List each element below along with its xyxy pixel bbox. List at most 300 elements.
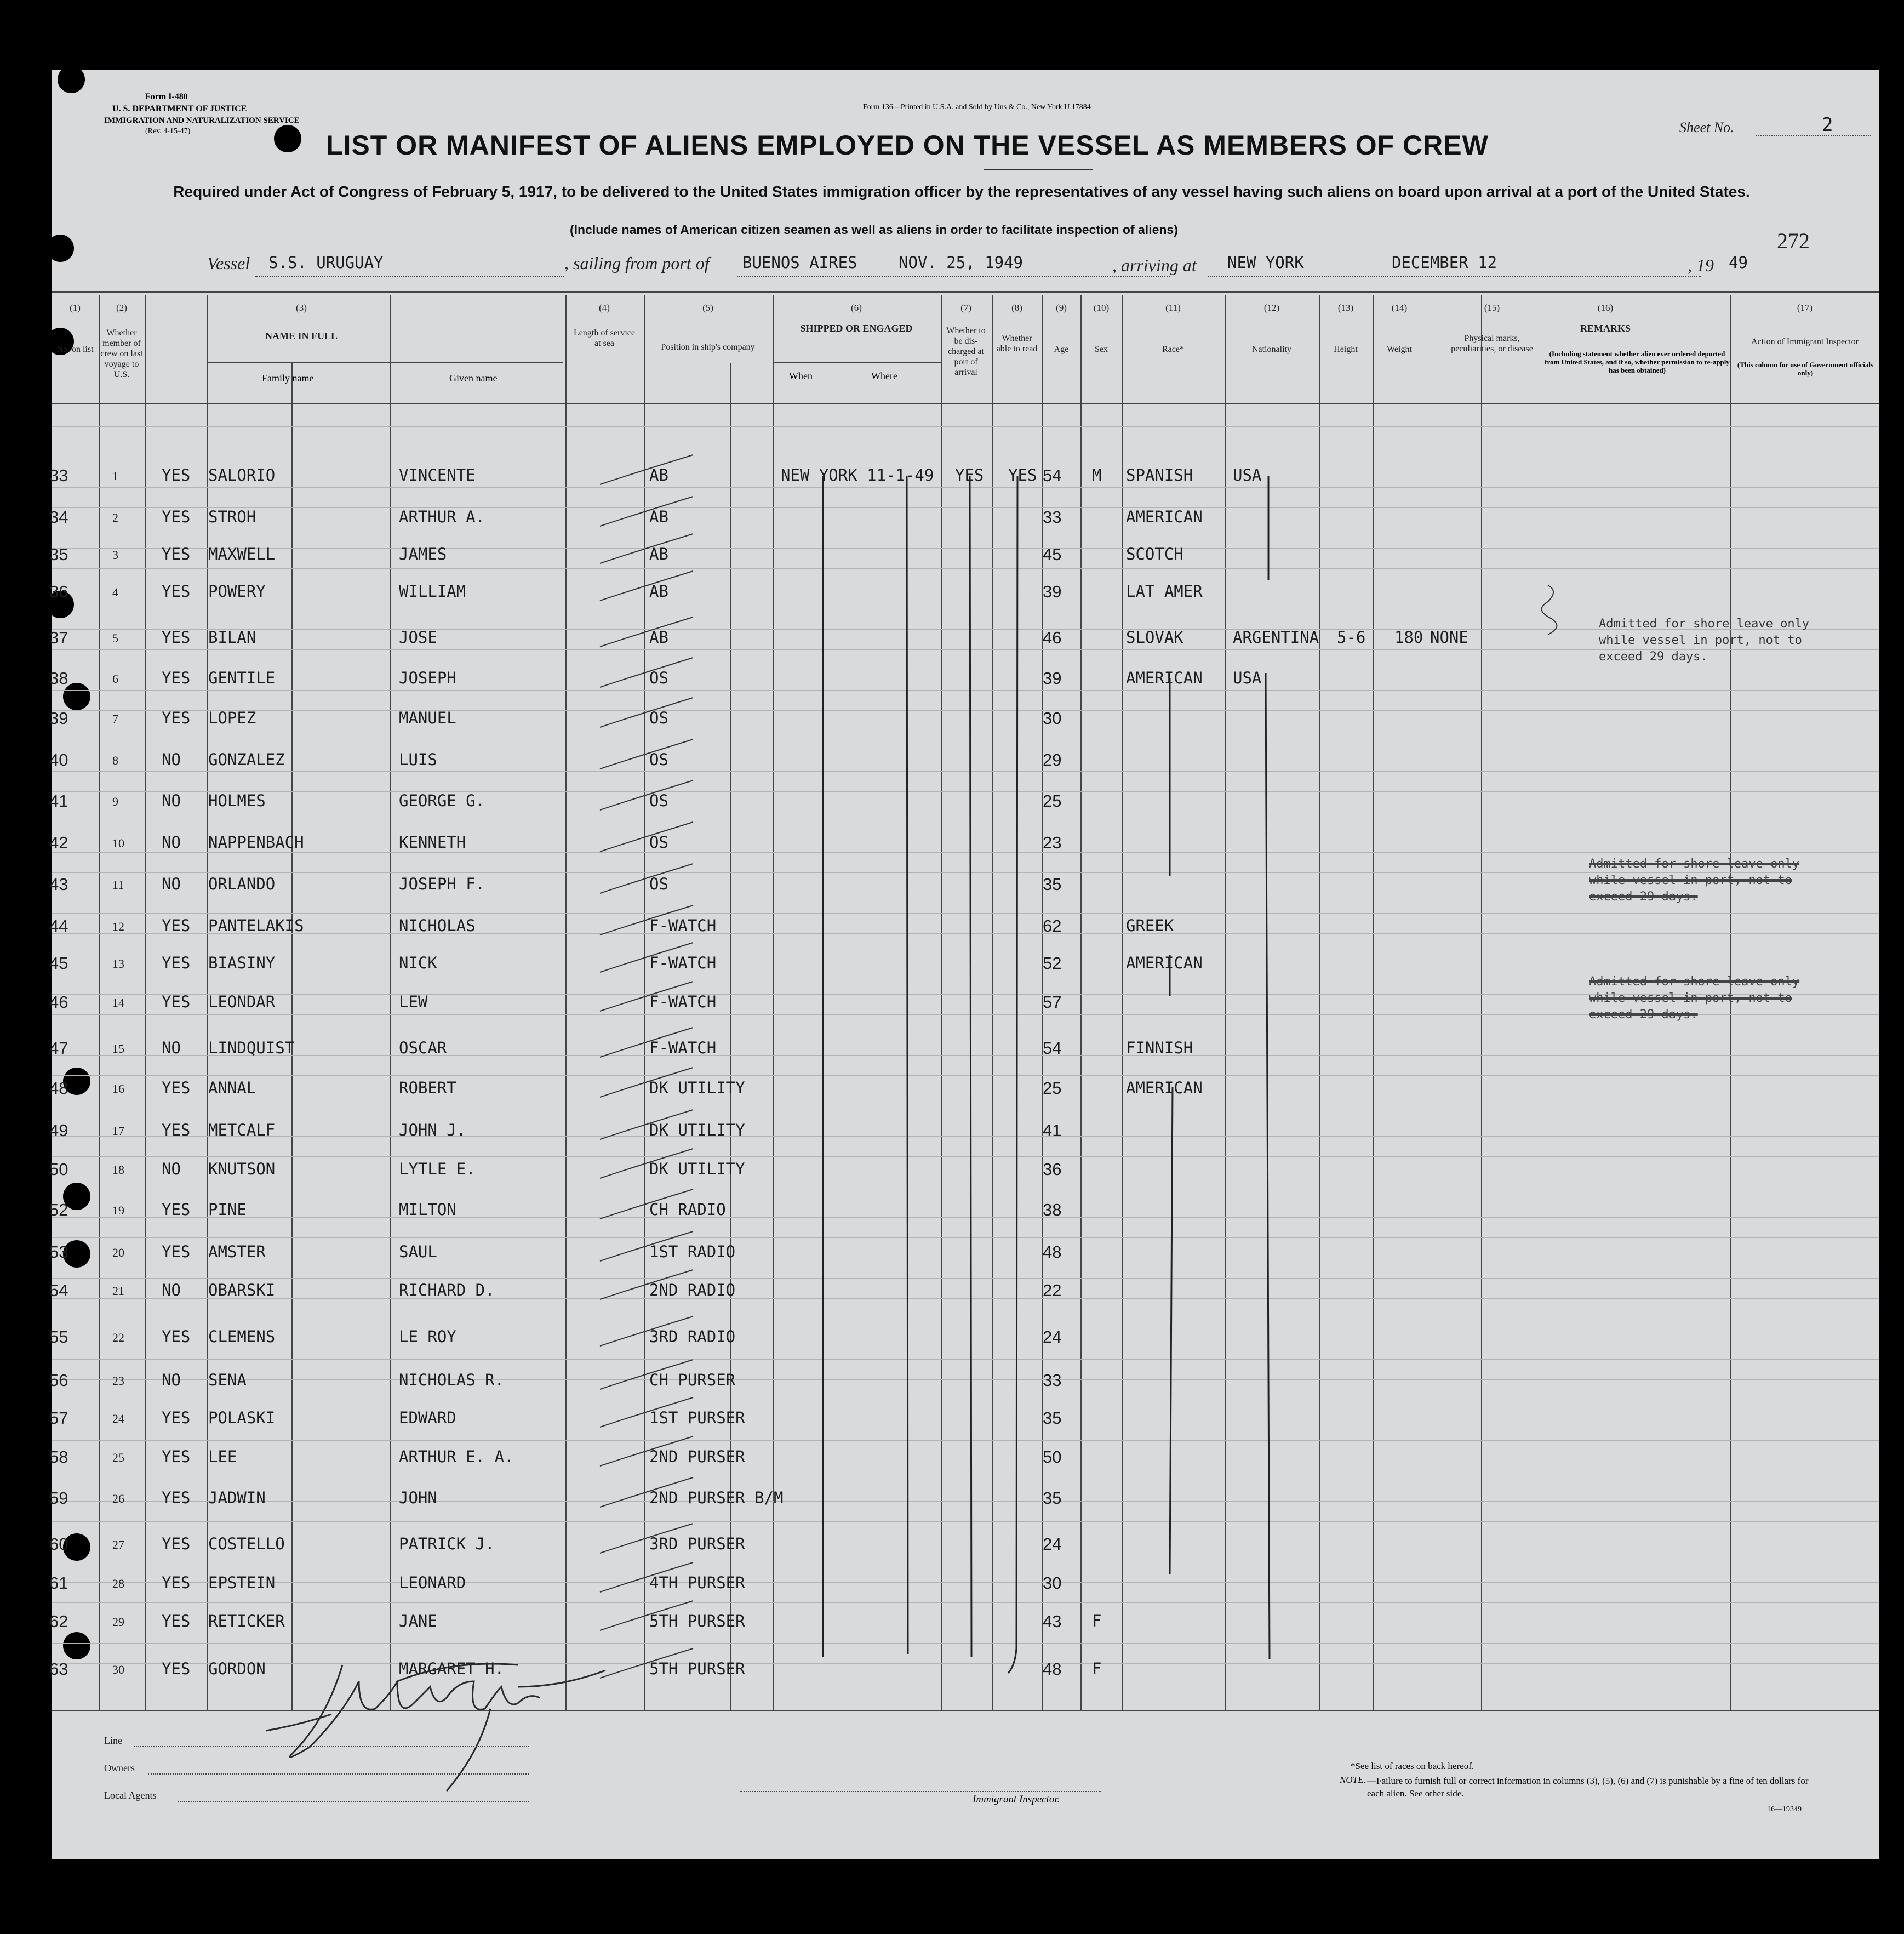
column-header: No. on list xyxy=(56,345,94,354)
remark-line: while vessel in port, not to xyxy=(1589,991,1792,1005)
cell-no: 8 xyxy=(112,754,118,767)
cell-family: SENA xyxy=(208,1371,247,1389)
cell-marks: NONE xyxy=(1430,628,1468,647)
cell-no: 2 xyxy=(112,511,118,524)
cell-age: 48 xyxy=(1043,1659,1062,1679)
cell-no: 13 xyxy=(112,957,124,971)
cell-crew: NO xyxy=(162,1039,181,1057)
sheet-number: 2 xyxy=(1822,114,1833,136)
cell-position: OS xyxy=(649,833,668,852)
cell-no: 20 xyxy=(112,1246,124,1259)
column-header: Whether member of crew on last voyage to U.S. xyxy=(100,328,143,379)
cell-no: 6 xyxy=(112,672,118,686)
cell-crew: NO xyxy=(162,1281,181,1299)
cell-no: 9 xyxy=(112,795,118,808)
cell-position: AB xyxy=(649,582,668,601)
cell-line: 61 xyxy=(49,1573,68,1593)
cell-family: ANNAL xyxy=(208,1079,256,1097)
ditto-nationality-2 xyxy=(1266,673,1270,1659)
cell-line: 33 xyxy=(49,466,68,485)
cell-age: 48 xyxy=(1043,1242,1062,1262)
cell-crew: YES xyxy=(162,1327,191,1346)
cell-no: 24 xyxy=(112,1412,124,1425)
column-number: (9) xyxy=(1056,303,1067,313)
line-field xyxy=(134,1746,529,1747)
sailing-port: BUENOS AIRES xyxy=(742,253,857,272)
column-header: SHIPPED OR ENGAGED xyxy=(800,323,913,334)
cell-line: 36 xyxy=(49,582,68,601)
cell-sex: F xyxy=(1092,1659,1102,1678)
cell-no: 1 xyxy=(112,469,118,483)
cell-line: 46 xyxy=(49,992,68,1012)
cell-family: AMSTER xyxy=(208,1242,266,1261)
cell-sex: M xyxy=(1092,466,1102,484)
cell-family: JADWIN xyxy=(208,1488,266,1507)
page-stamp: 272 xyxy=(1777,229,1810,253)
cell-line: 40 xyxy=(49,750,68,769)
cell-age: 22 xyxy=(1043,1281,1062,1300)
column-header: Weight xyxy=(1387,345,1412,354)
cell-crew: YES xyxy=(162,1242,191,1261)
cell-position: OS xyxy=(649,709,668,727)
remark-line: Admitted for shore leave only xyxy=(1599,617,1810,631)
cell-line: 59 xyxy=(49,1488,68,1508)
cell-crew: YES xyxy=(162,1408,191,1427)
cell-no: 27 xyxy=(112,1538,124,1551)
ditto-race-3 xyxy=(1170,1087,1173,1574)
cell-crew: YES xyxy=(162,916,191,935)
cell-family: POWERY xyxy=(208,582,266,601)
cell-line: 45 xyxy=(49,954,68,973)
service: IMMIGRATION AND NATURALIZATION SERVICE xyxy=(104,116,300,125)
agents-field xyxy=(178,1801,529,1802)
inspector-label: Immigrant Inspector. xyxy=(973,1794,1060,1805)
cell-given: NICHOLAS xyxy=(399,916,476,935)
sailing-label: , sailing from port of xyxy=(564,253,710,273)
year-prefix: , 19 xyxy=(1688,255,1714,275)
cell-race: AMERICAN xyxy=(1126,507,1203,526)
cell-line: 44 xyxy=(49,916,68,935)
cell-age: 35 xyxy=(1043,1488,1062,1508)
column-number: (4) xyxy=(599,303,610,313)
arriving-date: DECEMBER 12 xyxy=(1392,253,1497,272)
cell-age: 54 xyxy=(1043,1039,1062,1058)
cell-age: 36 xyxy=(1043,1160,1062,1179)
cell-age: 30 xyxy=(1043,1573,1062,1593)
cell-position: DK UTILITY xyxy=(649,1160,745,1178)
column-header: Height xyxy=(1334,345,1358,354)
cell-no: 30 xyxy=(112,1663,124,1676)
cell-line: 35 xyxy=(49,545,68,564)
cell-line: 39 xyxy=(49,709,68,728)
vessel-name: S.S. URUGUAY xyxy=(268,253,384,272)
remark-line: while vessel in port, not to xyxy=(1589,874,1792,887)
column-number: (11) xyxy=(1165,303,1181,313)
column-header: Whether to be dis-charged at port of arrival xyxy=(946,326,986,377)
cell-crew: YES xyxy=(162,1659,191,1678)
cell-family: METCALF xyxy=(208,1121,276,1139)
column-number: (16) xyxy=(1597,303,1614,313)
cell-given: MANUEL xyxy=(399,709,456,727)
remark-note xyxy=(1589,974,1799,1023)
requirement-text: Required under Act of Congress of February 5, 1917, to be delivered to the United States immigration officer by the representatives of any vessel having such aliens on board upon arrival at a port of the United States. xyxy=(173,183,1750,200)
cell-given: KENNETH xyxy=(399,833,466,852)
remark-note xyxy=(1599,616,1809,665)
column-number: (13) xyxy=(1337,303,1354,313)
cell-family: ORLANDO xyxy=(208,875,276,893)
cell-family: LEONDAR xyxy=(208,992,276,1011)
cell-family: GORDON xyxy=(208,1659,266,1678)
cell-position: F-WATCH xyxy=(649,954,717,972)
cell-position: F-WATCH xyxy=(649,916,717,935)
cell-crew: NO xyxy=(162,1160,181,1178)
cell-crew: YES xyxy=(162,954,191,972)
cell-position: CH PURSER xyxy=(649,1371,736,1389)
cell-crew: YES xyxy=(162,669,191,687)
cell-given: PATRICK J. xyxy=(399,1534,495,1553)
cell-position: 4TH PURSER xyxy=(649,1573,745,1592)
ditto-strokes xyxy=(52,70,1879,1859)
remark-line: Admitted for shore leave only xyxy=(1589,975,1800,989)
cell-crew: YES xyxy=(162,1534,191,1553)
cell-race: FINNISH xyxy=(1126,1039,1193,1057)
remark-note xyxy=(1589,856,1799,905)
remark-line: while vessel in port, not to xyxy=(1599,634,1802,647)
cell-given: EDWARD xyxy=(399,1408,456,1427)
cell-line: 62 xyxy=(49,1612,68,1631)
remark-line: exceed 29 days. xyxy=(1599,650,1708,664)
column-header: Age xyxy=(1054,345,1069,354)
cell-crew: NO xyxy=(162,750,181,769)
cell-age: 39 xyxy=(1043,582,1062,601)
cell-given: LYTLE E. xyxy=(399,1160,476,1178)
cell-nationality: USA xyxy=(1233,466,1262,484)
column-number: (7) xyxy=(960,303,971,313)
printer-line: Form 136—Printed in U.S.A. and Sold by Uns & Co., New York U 17884 xyxy=(863,103,1091,111)
cell-position: 5TH PURSER xyxy=(649,1612,745,1630)
cell-family: GONZALEZ xyxy=(208,750,285,769)
cell-family: LINDQUIST xyxy=(208,1039,295,1057)
cell-age: 38 xyxy=(1043,1200,1062,1219)
given-name-head: Given name xyxy=(449,373,498,384)
cell-no: 5 xyxy=(112,631,118,645)
remark-line: exceed 29 days. xyxy=(1589,1008,1698,1022)
cell-line: 50 xyxy=(49,1160,68,1179)
ditto-bracket-2 xyxy=(1542,585,1557,635)
cell-given: WILLIAM xyxy=(399,582,466,601)
cell-weight: 180 xyxy=(1394,628,1423,647)
cell-family: OBARSKI xyxy=(208,1281,276,1299)
cell-crew: YES xyxy=(162,466,191,484)
cell-given: OSCAR xyxy=(399,1039,447,1057)
cell-discharged: YES xyxy=(955,466,984,484)
cell-age: 35 xyxy=(1043,875,1062,894)
cell-age: 33 xyxy=(1043,507,1062,527)
note-text: —Failure to furnish full or correct information in columns (3), (5), (6) and (7) is punishable by a fine of ten dollars for each alien. See other side. xyxy=(1367,1776,1809,1799)
cell-no: 19 xyxy=(112,1203,124,1217)
cell-race: SLOVAK xyxy=(1126,628,1183,647)
cell-position: CH RADIO xyxy=(649,1200,726,1219)
cell-no: 22 xyxy=(112,1331,124,1344)
cell-line: 55 xyxy=(49,1327,68,1347)
cell-given: SAUL xyxy=(399,1242,437,1261)
cell-given: JOHN J. xyxy=(399,1121,466,1139)
line-label: Line xyxy=(104,1735,122,1746)
column-number: (3) xyxy=(296,303,307,313)
cell-given: NICK xyxy=(399,954,437,972)
cell-shipped: NEW YORK 11-1-49 xyxy=(781,466,934,484)
cell-given: MILTON xyxy=(399,1200,456,1219)
revision: (Rev. 4-15-47) xyxy=(145,127,191,135)
ditto-discharged xyxy=(970,476,971,1657)
cell-crew: NO xyxy=(162,1371,181,1389)
remark-line: Admitted for shore leave only xyxy=(1589,857,1800,871)
cell-age: 41 xyxy=(1043,1121,1062,1140)
column-number: (8) xyxy=(1011,303,1022,313)
cell-given: JOSE xyxy=(399,628,437,647)
cell-no: 21 xyxy=(112,1284,124,1298)
cell-given: LEW xyxy=(399,992,428,1011)
cell-no: 29 xyxy=(112,1615,124,1629)
cell-line: 54 xyxy=(49,1281,68,1300)
ditto-where xyxy=(907,476,908,1654)
cell-given: LEONARD xyxy=(399,1573,466,1592)
cell-position: 5TH PURSER xyxy=(649,1659,745,1678)
cell-family: PANTELAKIS xyxy=(208,916,304,935)
cell-no: 26 xyxy=(112,1492,124,1505)
cell-line: 41 xyxy=(49,791,68,811)
cell-family: HOLMES xyxy=(208,791,266,810)
cell-no: 28 xyxy=(112,1577,124,1590)
cell-given: VINCENTE xyxy=(399,466,476,484)
cell-nationality: USA xyxy=(1233,669,1262,687)
form-id: Form I-480 xyxy=(145,92,188,101)
cell-line: 53 xyxy=(49,1242,68,1262)
column-header: Race* xyxy=(1162,345,1184,354)
cell-family: RETICKER xyxy=(208,1612,285,1630)
cell-race: SCOTCH xyxy=(1126,545,1183,563)
where-head: Where xyxy=(871,370,897,381)
cell-age: 54 xyxy=(1043,466,1062,485)
cell-crew: YES xyxy=(162,1612,191,1630)
arriving-port: NEW YORK xyxy=(1227,253,1304,272)
cell-crew: YES xyxy=(162,1488,191,1507)
cell-crew: YES xyxy=(162,709,191,727)
cell-position: 2ND PURSER B/M xyxy=(649,1488,784,1507)
cell-age: 57 xyxy=(1043,992,1062,1012)
cell-family: SALORIO xyxy=(208,466,276,484)
cell-no: 7 xyxy=(112,712,118,726)
cell-age: 25 xyxy=(1043,1079,1062,1098)
action-note: (This column for use of Government officials only) xyxy=(1737,361,1874,377)
sailing-date: NOV. 25, 1949 xyxy=(899,253,1023,272)
owners-label: Owners xyxy=(104,1762,135,1773)
cell-position: AB xyxy=(649,545,668,563)
cell-given: GEORGE G. xyxy=(399,791,485,810)
cell-given: MARGARET H. xyxy=(399,1659,505,1678)
cell-family: BILAN xyxy=(208,628,256,647)
cell-age: 39 xyxy=(1043,669,1062,688)
cell-race: AMERICAN xyxy=(1126,954,1203,972)
cell-family: POLASKI xyxy=(208,1408,276,1427)
races-note: *See list of races on back hereof. xyxy=(1351,1761,1474,1771)
column-number: (15) xyxy=(1484,303,1500,313)
cell-position: OS xyxy=(649,669,668,687)
cell-line: 47 xyxy=(49,1039,68,1058)
column-header: Physical marks, peculiarities, or disease xyxy=(1451,334,1533,353)
cell-family: CLEMENS xyxy=(208,1327,276,1346)
cell-no: 12 xyxy=(112,920,124,933)
owners-field xyxy=(148,1773,529,1775)
when-head: When xyxy=(789,370,813,381)
cell-family: COSTELLO xyxy=(208,1534,285,1553)
cell-age: 45 xyxy=(1043,545,1062,564)
year-suffix: 49 xyxy=(1729,253,1748,272)
cell-line: 37 xyxy=(49,628,68,647)
cell-given: JANE xyxy=(399,1612,437,1630)
cell-given: LUIS xyxy=(399,750,437,769)
cell-line: 42 xyxy=(49,833,68,852)
cell-line: 52 xyxy=(49,1200,68,1219)
column-number: (5) xyxy=(702,303,713,313)
cell-crew: YES xyxy=(162,582,191,601)
cell-race: LAT AMER xyxy=(1126,582,1203,601)
column-header: Action of Immigrant Inspector xyxy=(1751,337,1859,346)
cell-crew: YES xyxy=(162,628,191,647)
cell-line: 38 xyxy=(49,669,68,688)
local-agents-label: Local Agents xyxy=(104,1790,157,1801)
cell-crew: NO xyxy=(162,833,181,852)
cell-age: 43 xyxy=(1043,1612,1062,1631)
cell-family: GENTILE xyxy=(208,669,276,687)
cell-no: 25 xyxy=(112,1451,124,1464)
column-number: (17) xyxy=(1797,303,1813,313)
sheet-label: Sheet No. xyxy=(1679,119,1734,135)
cell-line: 49 xyxy=(49,1121,68,1140)
column-number: (2) xyxy=(116,303,127,313)
signature xyxy=(233,1648,627,1824)
cell-given: ARTHUR A. xyxy=(399,507,485,526)
column-number: (10) xyxy=(1093,303,1110,313)
cell-family: KNUTSON xyxy=(208,1160,276,1178)
cell-given: JOSEPH F. xyxy=(399,875,485,893)
column-number: (14) xyxy=(1391,303,1408,313)
cell-line: 60 xyxy=(49,1534,68,1554)
cell-line: 56 xyxy=(49,1371,68,1390)
cell-no: 23 xyxy=(112,1374,124,1388)
column-number: (12) xyxy=(1263,303,1280,313)
cell-position: OS xyxy=(649,791,668,810)
cell-race: SPANISH xyxy=(1126,466,1193,484)
cell-position: 1ST RADIO xyxy=(649,1242,736,1261)
column-header: Sex xyxy=(1095,345,1108,354)
cell-crew: NO xyxy=(162,791,181,810)
manifest-sheet xyxy=(49,70,1879,1859)
cell-position: 1ST PURSER xyxy=(649,1408,745,1427)
cell-family: BIASINY xyxy=(208,954,276,972)
cell-crew: NO xyxy=(162,875,181,893)
family-name-head: Family name xyxy=(262,373,314,384)
cell-age: 23 xyxy=(1043,833,1062,852)
cell-line: 43 xyxy=(49,875,68,894)
column-header: Position in ship's company xyxy=(661,343,755,352)
cell-age: 24 xyxy=(1043,1327,1062,1347)
ditto-read xyxy=(1008,476,1017,1673)
cell-position: OS xyxy=(649,875,668,893)
cell-family: LEE xyxy=(208,1447,237,1466)
inspector-field xyxy=(740,1791,1101,1792)
column-number: (1) xyxy=(70,303,81,313)
cell-crew: YES xyxy=(162,1447,191,1466)
include-note: (Include names of American citizen seamen as well as aliens in order to facilitate inspection of aliens) xyxy=(570,223,1178,237)
cell-read: YES xyxy=(1008,466,1037,484)
cell-crew: YES xyxy=(162,1079,191,1097)
cell-race: AMERICAN xyxy=(1126,669,1203,687)
column-header: Nationality xyxy=(1252,345,1291,354)
cell-family: MAXWELL xyxy=(208,545,276,563)
department: U. S. DEPARTMENT OF JUSTICE xyxy=(112,104,247,113)
cell-age: 62 xyxy=(1043,916,1062,935)
cell-age: 46 xyxy=(1043,628,1062,647)
cell-height: 5-6 xyxy=(1337,628,1366,647)
cell-crew: YES xyxy=(162,507,191,526)
cell-age: 50 xyxy=(1043,1447,1062,1467)
cell-no: 11 xyxy=(112,878,124,892)
cell-line: 57 xyxy=(49,1408,68,1428)
cell-crew: YES xyxy=(162,1121,191,1139)
cell-position: F-WATCH xyxy=(649,992,717,1011)
cell-position: 3RD RADIO xyxy=(649,1327,736,1346)
cell-no: 10 xyxy=(112,836,124,850)
cell-position: DK UTILITY xyxy=(649,1121,745,1139)
cell-no: 3 xyxy=(112,548,118,562)
cell-crew: YES xyxy=(162,545,191,563)
cell-line: 34 xyxy=(49,507,68,527)
cell-age: 33 xyxy=(1043,1371,1062,1390)
cell-nationality: ARGENTINA xyxy=(1233,628,1319,647)
form-code: 16—19349 xyxy=(1767,1805,1802,1813)
cell-no: 18 xyxy=(112,1163,124,1177)
cell-crew: YES xyxy=(162,1573,191,1592)
cell-position: AB xyxy=(649,507,668,526)
page-title: LIST OR MANIFEST OF ALIENS EMPLOYED ON THE VESSEL AS MEMBERS OF CREW xyxy=(326,130,1489,161)
cell-age: 52 xyxy=(1043,954,1062,973)
cell-crew: YES xyxy=(162,992,191,1011)
remarks-note: (Including statement whether alien ever ordered deported from United States, and if so, whether permission to re-apply has been obtained) xyxy=(1545,350,1730,374)
cell-position: AB xyxy=(649,466,668,484)
remark-line: exceed 29 days. xyxy=(1589,890,1698,904)
cell-age: 24 xyxy=(1043,1534,1062,1554)
cell-position: 2ND RADIO xyxy=(649,1281,736,1299)
cell-age: 25 xyxy=(1043,791,1062,811)
cell-family: NAPPENBACH xyxy=(208,833,304,852)
cell-crew: YES xyxy=(162,1200,191,1219)
cell-given: ARTHUR E. A. xyxy=(399,1447,514,1466)
cell-no: 4 xyxy=(112,585,118,599)
column-header: Length of service at sea xyxy=(574,328,635,348)
column-header: REMARKS xyxy=(1580,323,1631,334)
cell-race: AMERICAN xyxy=(1126,1079,1203,1097)
cell-given: JAMES xyxy=(399,545,447,563)
cell-position: DK UTILITY xyxy=(649,1079,745,1097)
cell-no: 14 xyxy=(112,996,124,1009)
column-header: NAME IN FULL xyxy=(265,330,338,341)
cell-no: 15 xyxy=(112,1042,124,1056)
cell-given: JOHN xyxy=(399,1488,437,1507)
cell-family: STROH xyxy=(208,507,256,526)
cell-position: OS xyxy=(649,750,668,769)
cell-race: GREEK xyxy=(1126,916,1174,935)
